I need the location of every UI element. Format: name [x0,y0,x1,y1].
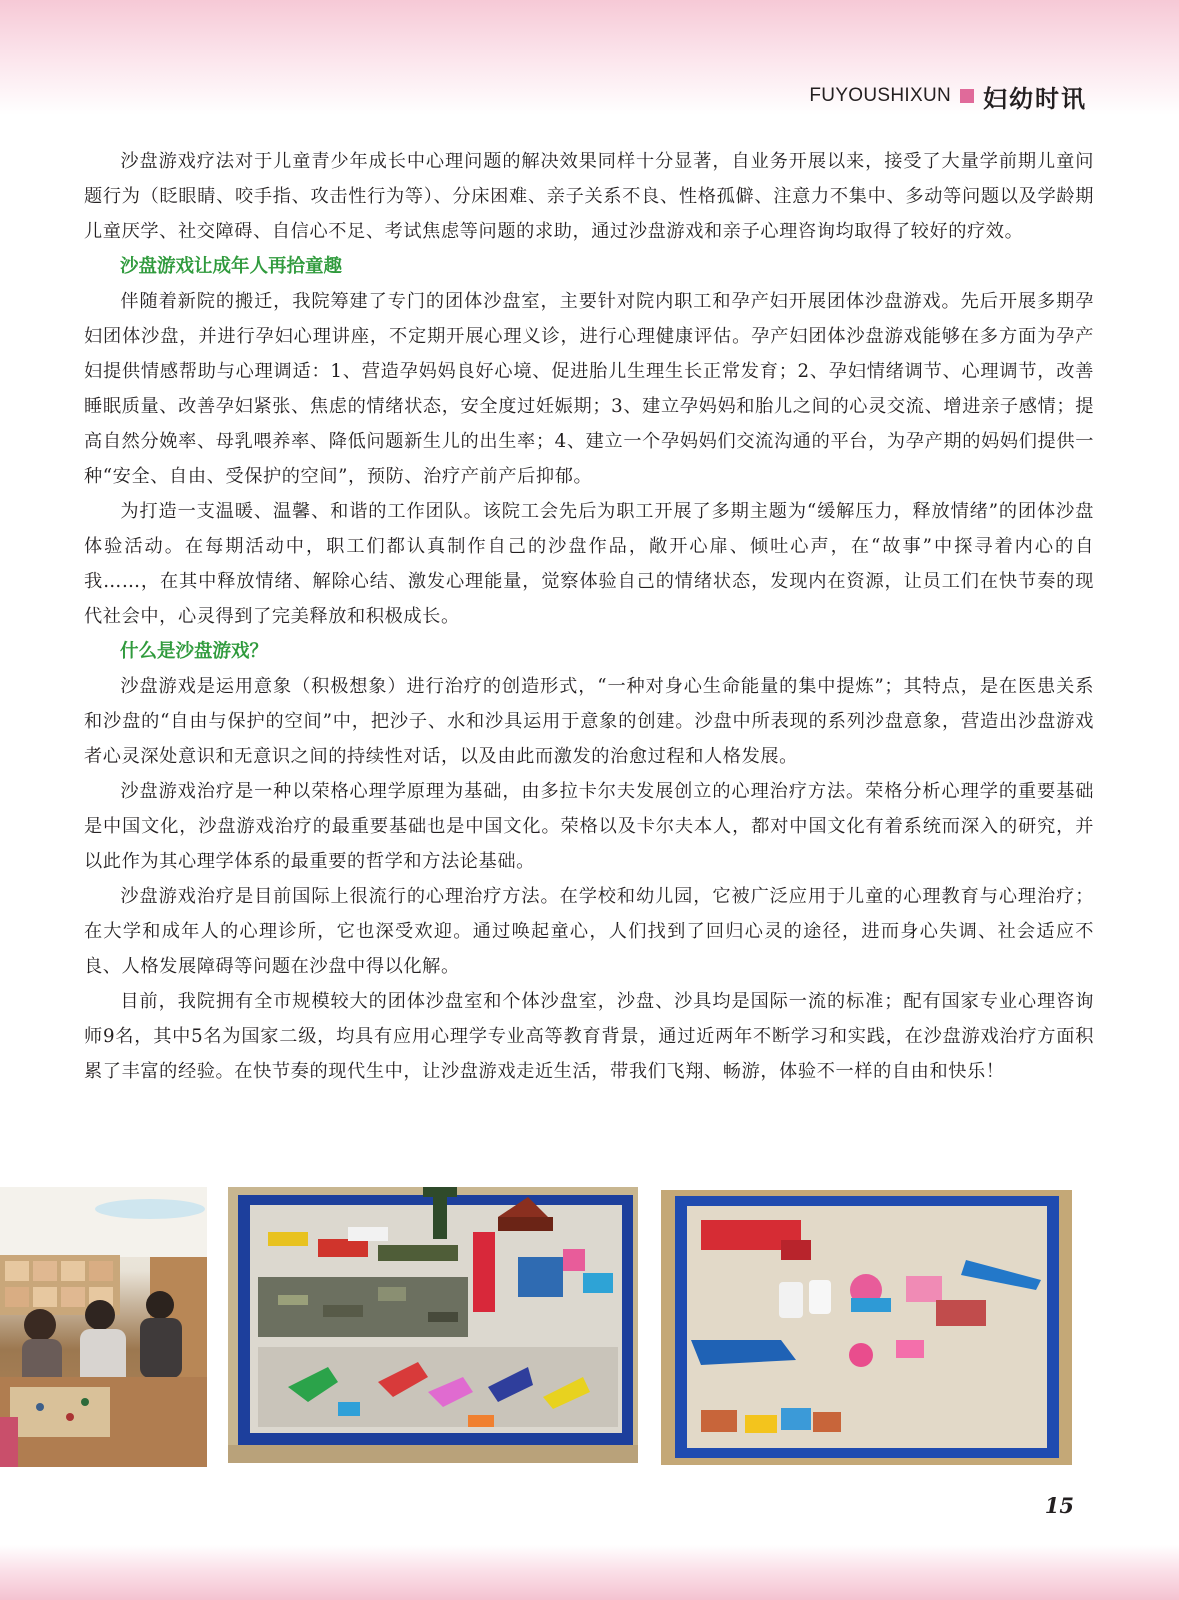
photo-sand-tray-scene-illustration [661,1190,1072,1465]
photo-group-sandplay-room [0,1187,207,1467]
photo-strip [0,1187,1179,1467]
section-heading: 沙盘游戏让成年人再拾童趣 [120,256,343,277]
section-heading: 什么是沙盘游戏？ [120,641,269,662]
paragraph: 伴随着新院的搬迁，我院筹建了专门的团体沙盘室，主要针对院内职工和孕产妇开展团体沙盘游戏。先后开展多期孕妇团体沙盘，并进行孕妇心理讲座，不定期开展心理义诊，进行心理健康评估。孕产妇团体沙盘游戏能够在多方面为孕产妇提供情感帮助与心理调适：1、营造孕妈妈良好心境、促进胎儿生理生长正常发育；2、孕妇情绪调节、心理调节，改善睡眠质量、改善孕妇紧张、焦虑的情绪状态，安全度过妊娠期；3、建立孕妈妈和胎儿之间的心灵交流、增进亲子感情；提高自然分娩率、母乳喂养率、降低问题新生儿的出生率；4、建立一个孕妈妈们交流沟通的平台，为孕产期的妈妈们提供一种“安全、自由、受保护的空间”，预防、治疗产前产后抑郁。 [84,291,1094,487]
paragraph: 目前，我院拥有全市规模较大的团体沙盘室和个体沙盘室，沙盘、沙具均是国际一流的标准；配有国家专业心理咨询师9名，其中5名为国家二级，均具有应用心理学专业高等教育背景，通过近两年不断学习和实践，在沙盘游戏治疗方面积累了丰富的经验。在快节奏的现代生中，让沙盘游戏走近生活，带我们飞翔、畅游，体验不一样的自由和快乐！ [84,991,1094,1082]
masthead-english: FUYOUSHIXUN [809,85,951,106]
page-number: 15 [1044,1493,1074,1518]
footer-decoration-band [0,1545,1179,1600]
photo-sand-tray-scene [661,1190,1072,1465]
photo-group-sandplay-illustration [0,1187,207,1467]
article-body [84,144,1094,1089]
masthead-chinese: 妇幼时讯 [983,84,1087,113]
photo-sand-tray-toys-illustration [228,1187,638,1463]
paragraph: 沙盘游戏治疗是一种以荣格心理学原理为基础，由多拉卡尔夫发展创立的心理治疗方法。荣格分析心理学的重要基础是中国文化，沙盘游戏治疗的最重要基础也是中国文化。荣格以及卡尔夫本人，都对中国文化有着系统而深入的研究，并以此作为其心理学体系的最重要的哲学和方法论基础。 [84,781,1094,872]
paragraph: 沙盘游戏疗法对于儿童青少年成长中心理问题的解决效果同样十分显著，自业务开展以来，接受了大量学前期儿童问题行为（眨眼睛、咬手指、攻击性行为等）、分床困难、亲子关系不良、性格孤僻、注意力不集中、多动等问题以及学龄期儿童厌学、社交障碍、自信心不足、考试焦虑等问题的求助，通过沙盘游戏和亲子心理咨询均取得了较好的疗效。 [84,151,1094,242]
photo-sand-tray-toys [228,1187,638,1463]
masthead [809,80,1087,112]
masthead-square-icon [960,89,974,103]
paragraph: 为打造一支温暖、温馨、和谐的工作团队。该院工会先后为职工开展了多期主题为“缓解压力，释放情绪”的团体沙盘体验活动。在每期活动中，职工们都认真制作自己的沙盘作品，敞开心扉、倾吐心声，在“故事”中探寻着内心的自我……，在其中释放情绪、解除心结、激发心理能量，觉察体验自己的情绪状态，发现内在资源，让员工们在快节奏的现代社会中，心灵得到了完美释放和积极成长。 [84,501,1094,627]
paragraph: 沙盘游戏治疗是目前国际上很流行的心理治疗方法。在学校和幼儿园，它被广泛应用于儿童的心理教育与心理治疗；在大学和成年人的心理诊所，它也深受欢迎。通过唤起童心，人们找到了回归心灵的途径，进而身心失调、社会适应不良、人格发展障碍等问题在沙盘中得以化解。 [84,886,1094,977]
paragraph: 沙盘游戏是运用意象（积极想象）进行治疗的创造形式，“一种对身心生命能量的集中提炼”；其特点，是在医患关系和沙盘的“自由与保护的空间”中，把沙子、水和沙具运用于意象的创建。沙盘中所表现的系列沙盘意象，营造出沙盘游戏者心灵深处意识和无意识之间的持续性对话，以及由此而激发的治愈过程和人格发展。 [84,676,1094,767]
